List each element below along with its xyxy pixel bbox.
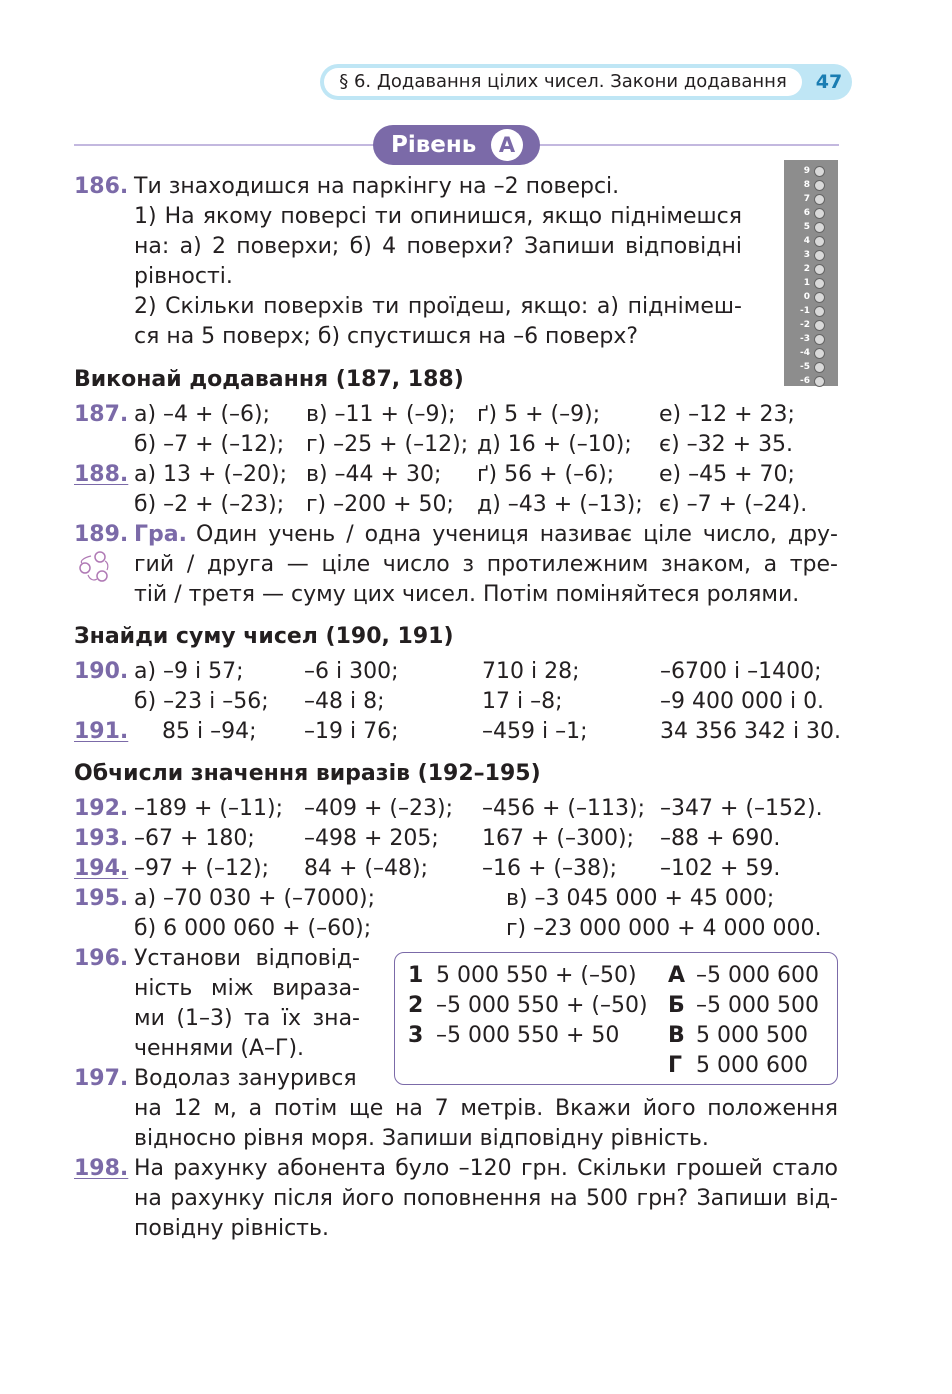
exercise-number: 192. (74, 796, 129, 821)
number-pair: –459 і –1; (482, 719, 588, 744)
exercise-text: ся на 5 поверх; б) спустишся на –6 поверх? (134, 324, 639, 349)
expression: –16 + (–38); (482, 856, 617, 881)
exercise-text: рівності. (134, 264, 233, 289)
elevator-floor-label: -2 (800, 320, 810, 330)
number-pair: 85 і –94; (162, 719, 257, 744)
elevator-button-icon (814, 362, 825, 373)
match-expression: –5 000 550 + 50 (436, 1023, 620, 1048)
expression: –97 + (–12); (134, 856, 269, 881)
match-key: Б (668, 993, 685, 1018)
elevator-button-icon (814, 236, 825, 247)
number-pair: –6 і 300; (304, 659, 399, 684)
number-pair: 34 356 342 і 30. (660, 719, 842, 744)
elevator-floor-button (784, 318, 838, 332)
exercise-text: відносно рівня моря. Запиши відповідну рівність. (134, 1126, 709, 1151)
elevator-button-icon (814, 166, 825, 177)
expression: –189 + (–11); (134, 796, 283, 821)
elevator-floor-button (784, 178, 838, 192)
elevator-floor-button (784, 332, 838, 346)
exercise-number: 191. (74, 719, 129, 744)
expression: г) –25 + (–12); (306, 432, 469, 457)
exercise-number: 197. (74, 1066, 129, 1091)
number-pair: 17 і –8; (482, 689, 563, 714)
match-expression: –5 000 550 + (–50) (436, 993, 648, 1018)
elevator-floor-button (784, 234, 838, 248)
match-value: –5 000 600 (696, 963, 819, 988)
expression: –456 + (–113); (482, 796, 645, 821)
level-divider-right (539, 144, 839, 146)
exercise-text: на: а) 2 поверхи; б) 4 поверхи? Запиши відповідні (134, 234, 742, 259)
elevator-floor-label: 4 (803, 236, 810, 246)
elevator-button-icon (814, 278, 825, 289)
elevator-floor-button (784, 346, 838, 360)
number-pair: –9 400 000 і 0. (660, 689, 825, 714)
elevator-floor-label: 6 (803, 208, 810, 218)
section-heading: Виконай додавання (187, 188) (74, 367, 464, 392)
expression: ґ) 56 + (–6); (477, 462, 615, 487)
exercise-text: ченнями (А–Г). (134, 1036, 305, 1061)
expression: 84 + (–48); (304, 856, 428, 881)
exercise-text: Один учень / одна учениця називає ціле число, дру- (196, 522, 838, 547)
match-value: 5 000 500 (696, 1023, 808, 1048)
expression: б) –2 + (–23); (134, 492, 285, 517)
match-key: 2 (408, 993, 424, 1018)
elevator-floor-button (784, 290, 838, 304)
elevator-floor-button (784, 276, 838, 290)
exercise-number: 196. (74, 946, 129, 971)
expression: б) –7 + (–12); (134, 432, 285, 457)
expression: г) –23 000 000 + 4 000 000. (506, 916, 822, 941)
game-icon (78, 550, 112, 584)
level-badge (373, 125, 540, 165)
exercise-text: ність між вираза- (134, 976, 360, 1001)
elevator-button-icon (814, 306, 825, 317)
expression: –498 + 205; (304, 826, 439, 851)
match-key: А (668, 963, 686, 988)
expression: в) –3 045 000 + 45 000; (506, 886, 775, 911)
number-pair: а) –9 і 57; (134, 659, 244, 684)
elevator-button-icon (814, 180, 825, 191)
elevator-floor-button (784, 374, 838, 388)
exercise-text: 2) Скільки поверхів ти проїдеш, якщо: а) піднімеш- (134, 294, 742, 319)
elevator-floor-label: 3 (803, 250, 810, 260)
elevator-floor-label: -1 (800, 306, 810, 316)
elevator-button-icon (814, 320, 825, 331)
elevator-floor-button (784, 262, 838, 276)
elevator-floor-button (784, 360, 838, 374)
match-key: 3 (408, 1023, 424, 1048)
expression: 167 + (–300); (482, 826, 634, 851)
expression: а) 13 + (–20); (134, 462, 288, 487)
elevator-floor-button (784, 192, 838, 206)
exercise-number: 188. (74, 462, 129, 487)
section-heading: Обчисли значення виразів (192–195) (74, 761, 541, 786)
elevator-floor-label: -5 (800, 362, 810, 372)
expression: є) –32 + 35. (659, 432, 794, 457)
match-expression: 5 000 550 + (–50) (436, 963, 637, 988)
elevator-floor-label: 8 (803, 180, 810, 190)
exercise-text: гий / друга — ціле число з протилежним знаком, а тре- (134, 552, 838, 577)
expression: ґ) 5 + (–9); (477, 402, 601, 427)
match-key: Г (668, 1053, 683, 1078)
expression: е) –45 + 70; (659, 462, 795, 487)
expression: –67 + 180; (134, 826, 255, 851)
elevator-floor-label: -6 (800, 376, 810, 386)
exercise-number: 194. (74, 856, 129, 881)
exercise-number: 186. (74, 174, 129, 199)
section-heading: Знайди суму чисел (190, 191) (74, 624, 454, 649)
elevator-panel-image (784, 160, 838, 386)
exercise-text: 1) На якому поверсі ти опинишся, якщо піднімешся (134, 204, 742, 229)
number-pair: б) –23 і –56; (134, 689, 269, 714)
elevator-button-icon (814, 376, 825, 387)
elevator-button-icon (814, 348, 825, 359)
elevator-floor-label: 9 (803, 166, 810, 176)
elevator-floor-button (784, 164, 838, 178)
elevator-floor-label: 7 (803, 194, 810, 204)
elevator-floor-button (784, 304, 838, 318)
elevator-button-icon (814, 194, 825, 205)
expression: г) –200 + 50; (306, 492, 454, 517)
exercise-text: Водолаз занурився (134, 1066, 357, 1091)
level-label: Рівень (391, 132, 477, 158)
number-pair: –48 і 8; (304, 689, 385, 714)
expression: а) –4 + (–6); (134, 402, 271, 427)
elevator-button-icon (814, 222, 825, 233)
elevator-floor-label: 0 (803, 292, 810, 302)
exercise-number: 198. (74, 1156, 129, 1181)
match-value: 5 000 600 (696, 1053, 808, 1078)
elevator-button-icon (814, 292, 825, 303)
exercise-text: на рахунку після його поповнення на 500 грн? Запиши від- (134, 1186, 838, 1211)
exercise-text: Установи відповід- (134, 946, 360, 971)
page-number: 47 (815, 71, 843, 93)
exercise-text: ми (1–3) та їх зна- (134, 1006, 360, 1031)
number-pair: –19 і 76; (304, 719, 399, 744)
elevator-floor-button (784, 220, 838, 234)
exercise-number: 189. (74, 522, 129, 547)
elevator-floor-button (784, 206, 838, 220)
elevator-button-icon (814, 250, 825, 261)
exercise-number: 190. (74, 659, 129, 684)
expression: е) –12 + 23; (659, 402, 795, 427)
elevator-floor-label: -4 (800, 348, 810, 358)
match-value: –5 000 500 (696, 993, 819, 1018)
expression: в) –44 + 30; (306, 462, 442, 487)
exercise-number: 187. (74, 402, 129, 427)
exercise-text: тій / третя — суму цих чисел. Потім поміняйтеся ролями. (134, 582, 800, 607)
elevator-floor-label: -3 (800, 334, 810, 344)
expression: –102 + 59. (660, 856, 781, 881)
exercise-number: 195. (74, 886, 129, 911)
match-key: В (668, 1023, 685, 1048)
elevator-floor-label: 5 (803, 222, 810, 232)
elevator-button-icon (814, 264, 825, 275)
expression: д) –43 + (–13); (477, 492, 643, 517)
expression: є) –7 + (–24). (659, 492, 808, 517)
elevator-floor-label: 1 (803, 278, 810, 288)
expression: а) –70 030 + (–7000); (134, 886, 376, 911)
expression: –88 + 690. (660, 826, 781, 851)
exercise-number: 193. (74, 826, 129, 851)
number-pair: 710 і 28; (482, 659, 580, 684)
expression: б) 6 000 060 + (–60); (134, 916, 372, 941)
elevator-button-icon (814, 208, 825, 219)
exercise-text: на 12 м, а потім ще на 7 метрів. Вкажи його положення (134, 1096, 838, 1121)
section-title: § 6. Додавання цілих чисел. Закони додавання (324, 68, 802, 96)
level-letter: A (491, 129, 523, 161)
level-divider-left (74, 144, 374, 146)
expression: в) –11 + (–9); (306, 402, 456, 427)
elevator-floor-button (784, 248, 838, 262)
exercise-text: Ти знаходишся на паркінгу на –2 поверсі. (134, 174, 620, 199)
expression: –409 + (–23); (304, 796, 453, 821)
game-label: Гра. (134, 522, 187, 547)
expression: д) 16 + (–10); (477, 432, 632, 457)
match-key: 1 (408, 963, 424, 988)
elevator-floor-label: 2 (803, 264, 810, 274)
exercise-text: На рахунку абонента було –120 грн. Скільки грошей стало (134, 1156, 838, 1181)
exercise-text: повідну рівність. (134, 1216, 329, 1241)
number-pair: –6700 і –1400; (660, 659, 822, 684)
expression: –347 + (–152). (660, 796, 823, 821)
elevator-button-icon (814, 334, 825, 345)
